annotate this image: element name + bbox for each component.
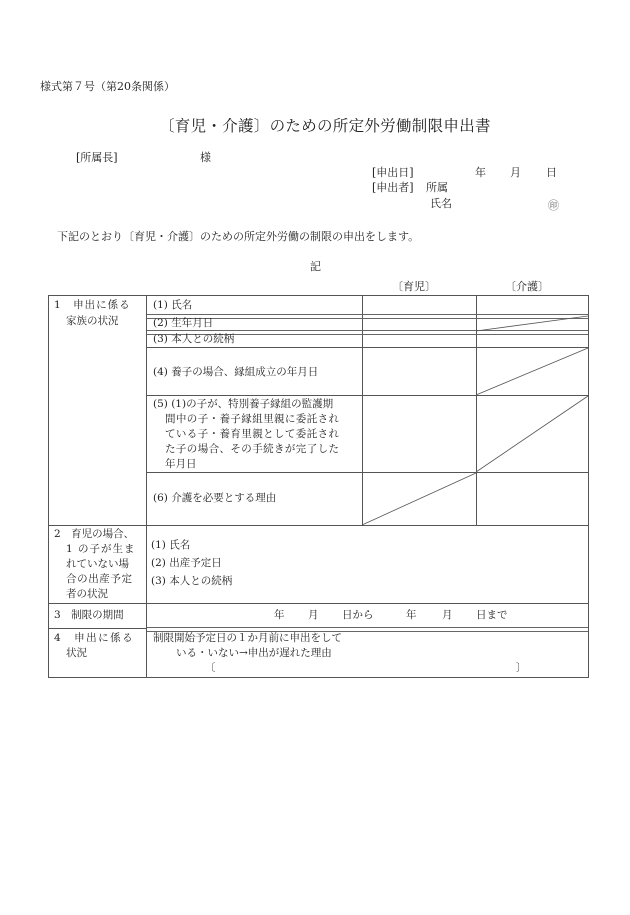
applicant-department-label[interactable]: 所属 <box>426 181 448 194</box>
period-from-month[interactable]: 月 <box>308 609 319 621</box>
childcare-adoption-date-field[interactable] <box>363 348 475 395</box>
section2-label-line1: 2 育児の場合、 <box>54 528 135 540</box>
reason-bracket-open: 〔 <box>205 662 216 674</box>
period-to-year[interactable]: 年 <box>406 609 417 621</box>
nursing-name-field[interactable] <box>477 296 588 314</box>
addressee-label: [所属長] <box>76 151 118 164</box>
period-to-month[interactable]: 月 <box>442 609 453 621</box>
section4-label-line1: 4 申出に係る <box>54 632 135 644</box>
applicant-label: [申出者] <box>372 181 414 194</box>
nursing-relationship-field[interactable] <box>477 333 588 347</box>
section1-label-line2: 家族の状況 <box>66 315 119 327</box>
applicant-name-label[interactable]: 氏名 <box>430 197 452 210</box>
item5-line1: (5) (1)の子が、特別養子縁組の監護期 <box>153 398 334 410</box>
application-date-month[interactable]: 月 <box>510 166 521 179</box>
item-relationship: (3) 本人との続柄 <box>153 333 235 345</box>
expected-birth-date-label: (2) 出産予定日 <box>151 557 222 569</box>
seal-icon: ㊞ <box>548 199 559 212</box>
section4-label-line2: 状況 <box>66 647 87 659</box>
childcare-procedure-date-field[interactable] <box>363 396 475 472</box>
expectant-relationship-label: (3) 本人との続柄 <box>151 575 233 587</box>
item5-line2: 間中の子・養子縁組里親に委託され <box>165 413 340 425</box>
section2-label-line5: 者の状況 <box>66 588 108 600</box>
item5-line5: 年月日 <box>165 458 197 470</box>
column-header-nursing: 〔介護〕 <box>505 280 549 293</box>
section3-label: 3 制限の期間 <box>54 609 124 621</box>
period-from-day[interactable]: 日から <box>342 609 374 621</box>
application-date-label: [申出日] <box>372 166 414 179</box>
item-care-reason: (6) 介護を必要とする理由 <box>153 492 277 504</box>
late-reason-choice[interactable]: いる・いない→申出が遅れた理由 <box>176 647 332 659</box>
ki-heading: 記 <box>310 260 321 273</box>
childcare-name-field[interactable] <box>363 296 475 314</box>
period-from-year[interactable]: 年 <box>274 609 285 621</box>
document-title: 〔育児・介護〕のための所定外労働制限申出書 <box>159 117 491 135</box>
expectant-info-field[interactable] <box>260 530 580 600</box>
application-date-day[interactable]: 日 <box>546 166 557 179</box>
nursing-care-reason-field[interactable] <box>477 473 588 525</box>
section2-label-line3: れていない場 <box>66 558 129 570</box>
reason-bracket-close: 〕 <box>516 662 527 674</box>
form-number: 様式第７号（第20条関係） <box>40 80 175 93</box>
expectant-name-label: (1) 氏名 <box>151 539 191 551</box>
item-name: (1) 氏名 <box>153 299 193 311</box>
late-reason-field[interactable] <box>218 661 514 675</box>
period-to-day[interactable]: 日まで <box>476 609 508 621</box>
intro-text: 下記のとおり〔育児・介護〕のための所定外労働の制限の申出をします。 <box>57 230 420 243</box>
advance-notice-text: 制限開始予定日の１か月前に申出をして <box>153 632 342 644</box>
section1-label-line1: 1 申出に係る <box>54 299 131 311</box>
item5-line3: ている子・養育里親として委託され <box>165 428 340 440</box>
item5-line4: た子の場合、その手続きが完了した <box>165 443 340 455</box>
item-adoption-date: (4) 養子の場合、縁組成立の年月日 <box>153 366 319 378</box>
column-header-childcare: 〔育児〕 <box>392 280 436 293</box>
application-date-year[interactable]: 年 <box>475 166 486 179</box>
section2-label-line2: 1 の子が生ま <box>66 543 136 555</box>
addressee-honorific: 様 <box>200 151 211 164</box>
childcare-relationship-field[interactable] <box>363 333 475 347</box>
childcare-birthdate-field[interactable] <box>363 317 475 330</box>
section2-label-line4: 合の出産予定 <box>66 573 133 585</box>
item-birthdate: (2) 生年月日 <box>153 317 214 329</box>
